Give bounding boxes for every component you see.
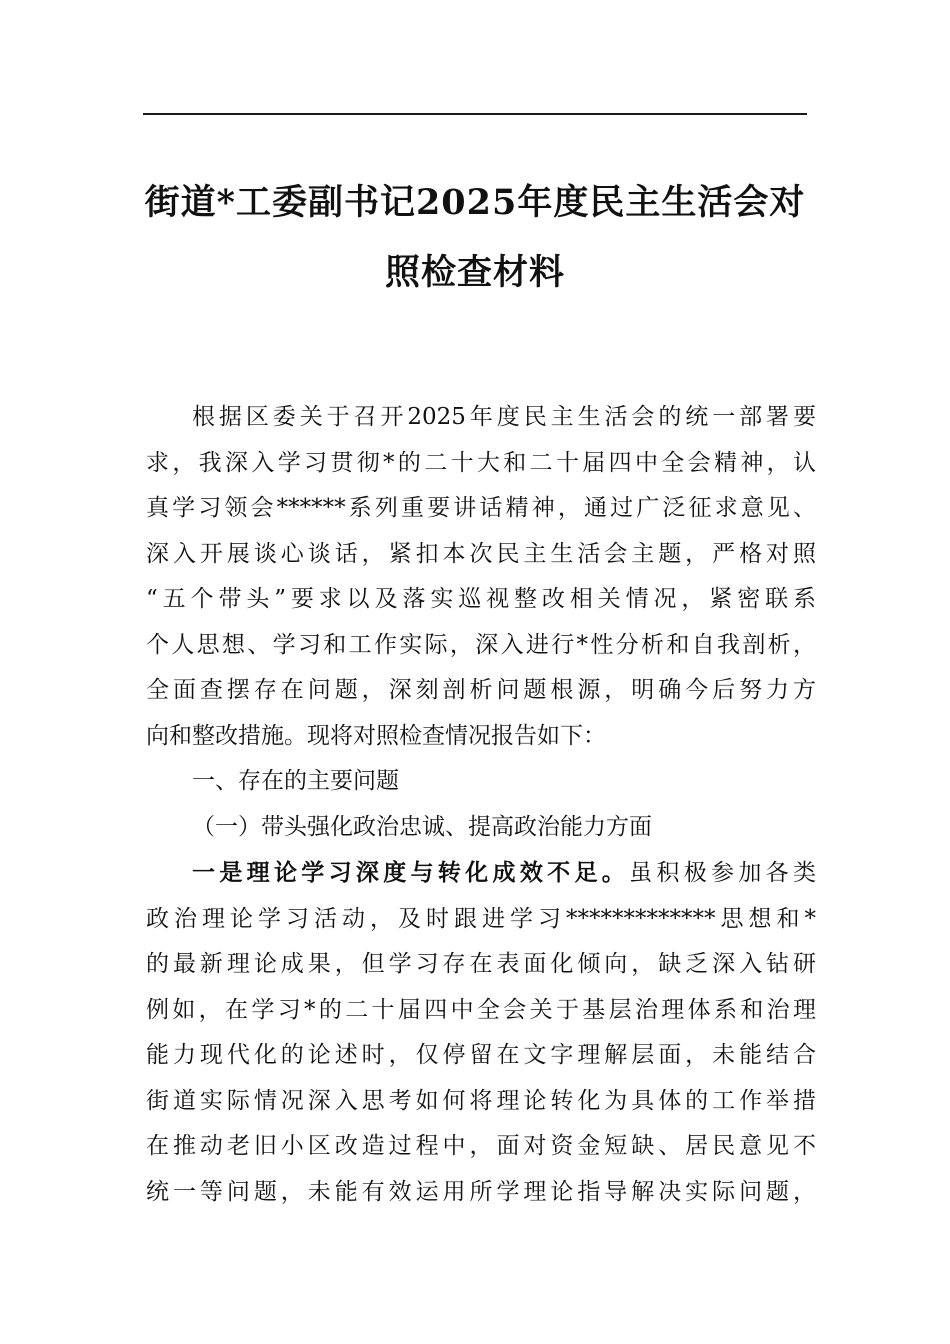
intro-line: 深入开展谈心谈话，紧扣本次民主生活会主题，严格对照 xyxy=(146,540,816,567)
point-1-line: 街道实际情况深入思考如何将理论转化为具体的工作举措 xyxy=(146,1087,816,1114)
section-1-heading: 一、存在的主要问题 xyxy=(192,768,399,794)
intro-line: 向和整改措施。现将对照检查情况报告如下： xyxy=(146,722,606,749)
intro-paragraph xyxy=(146,395,816,759)
point-1-line: 在推动老旧小区改造过程中，面对资金短缺、居民意见不 xyxy=(146,1133,816,1159)
document-title xyxy=(130,168,820,308)
header-rule xyxy=(143,113,807,115)
intro-line: 根据区委关于召开2025年度民主生活会的统一部署要 xyxy=(192,404,816,430)
point-1-line: 统一等问题，未能有效运用所学理论指导解决实际问题， xyxy=(146,1178,816,1205)
title-line-1: 街道*工委副书记2025年度民主生活会对 xyxy=(144,182,806,223)
intro-line: 真学习领会******系列重要讲话精神，通过广泛征求意见、 xyxy=(146,495,816,521)
intro-line: 求，我深入学习贯彻*的二十大和二十届四中全会精神，认 xyxy=(146,449,816,476)
point-1-first-line-rest: 虽积极参加各类 xyxy=(629,860,817,886)
section-heading xyxy=(146,759,816,805)
title-line-2: 照检查材料 xyxy=(384,252,565,293)
subsection-1-heading: （一）带头强化政治忠诚、提高政治能力方面 xyxy=(192,813,652,840)
point-1-line: 的最新理论成果，但学习存在表面化倾向，缺乏深入钻研 xyxy=(146,951,816,977)
intro-line: 个人思想、学习和工作实际，深入进行*性分析和自我剖析， xyxy=(146,631,816,658)
intro-line: “五个带头”要求以及落实巡视整改相关情况，紧密联系 xyxy=(146,586,816,612)
point-1-line: 政治理论学习活动，及时跟进学习*************思想和* xyxy=(146,905,816,932)
point-1-line: 例如，在学习*的二十届四中全会关于基层治理体系和治理 xyxy=(146,996,816,1023)
point-1-lead: 一是理论学习深度与转化成效不足。 xyxy=(192,859,630,886)
point-1-first-line xyxy=(146,850,816,897)
intro-line: 全面查摆存在问题，深刻剖析问题根源，明确今后努力方 xyxy=(146,677,816,703)
point-1-line: 能力现代化的论述时，仅停留在文字理解层面，未能结合 xyxy=(146,1042,816,1068)
subsection-heading xyxy=(146,805,816,851)
point-1-paragraph xyxy=(146,850,816,1215)
document-body xyxy=(146,395,816,1215)
